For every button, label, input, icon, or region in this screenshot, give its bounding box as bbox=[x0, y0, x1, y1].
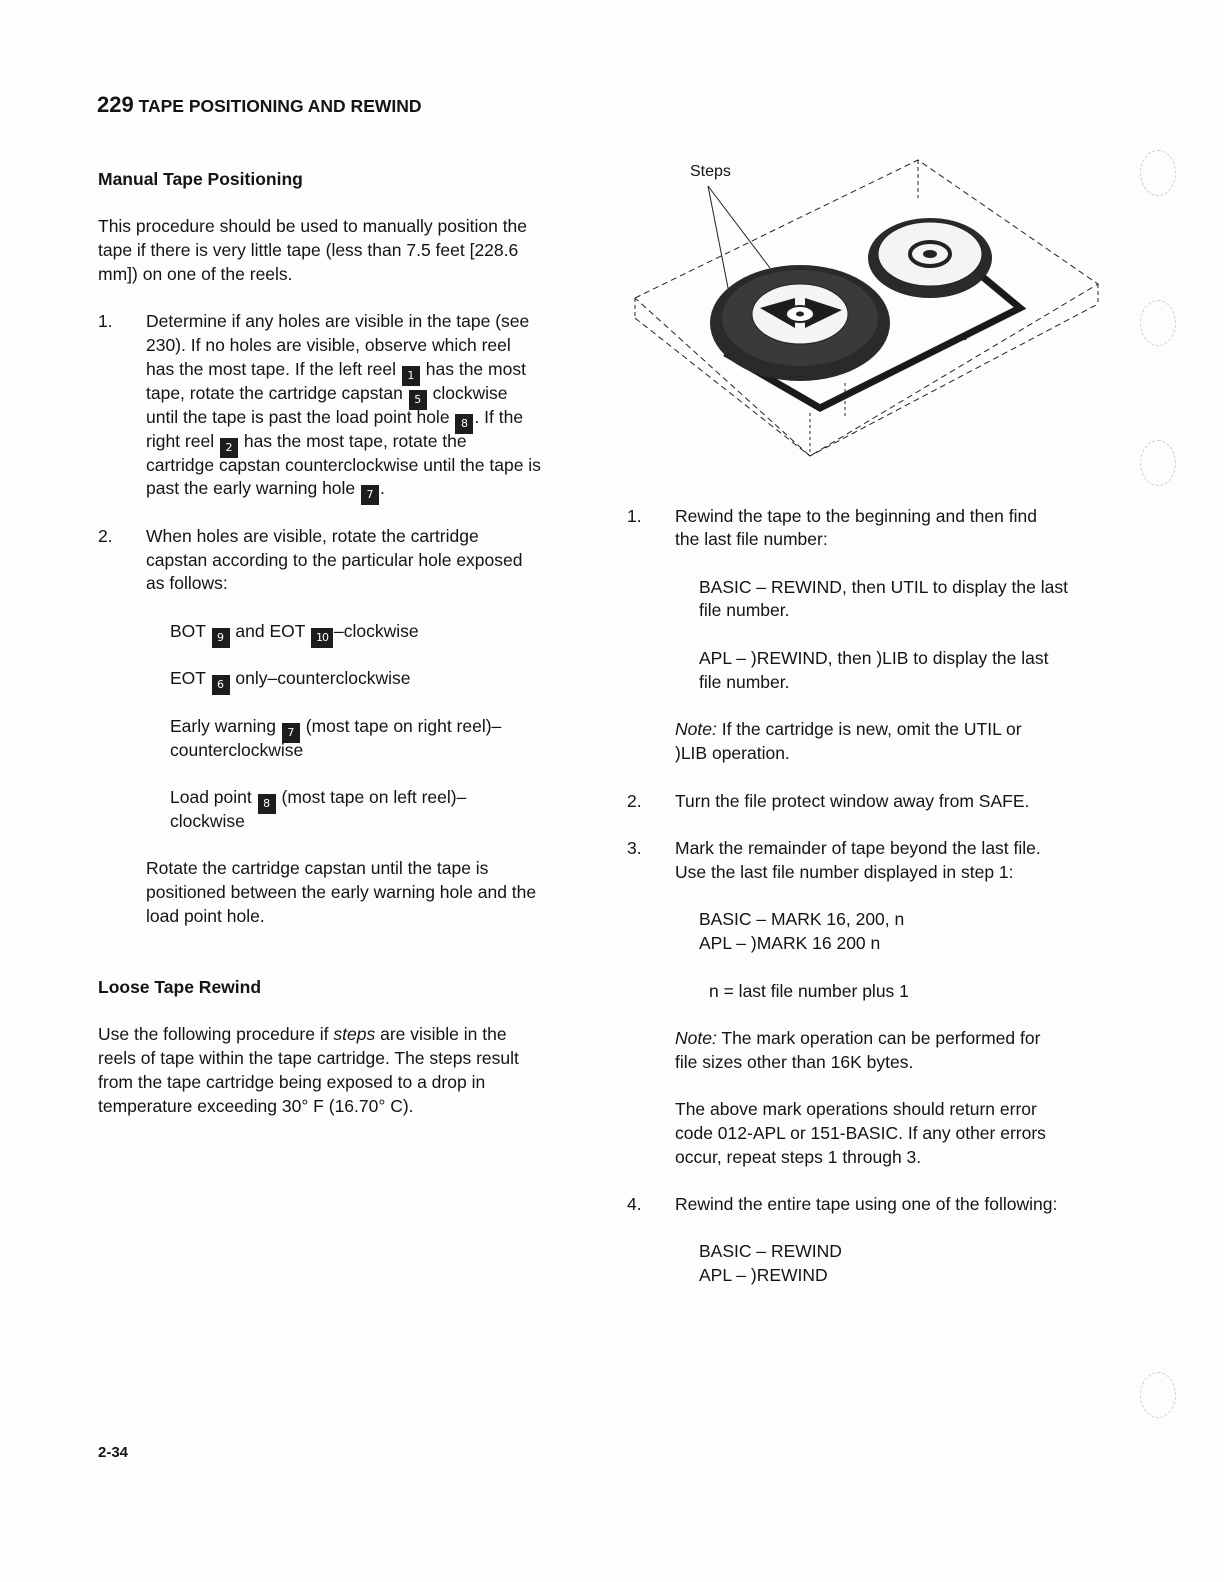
note-label: Note: bbox=[675, 1028, 717, 1048]
text: (most tape on right reel)– bbox=[305, 716, 502, 736]
callout-badge: 8 bbox=[455, 414, 473, 434]
basic-rewind-line: file number. bbox=[699, 600, 790, 620]
manual-positioning-title: Manual Tape Positioning bbox=[98, 169, 303, 189]
text: until the tape is past the load point hole bbox=[146, 407, 450, 427]
case-eot bbox=[170, 667, 411, 695]
basic-rewind-line: BASIC – REWIND, then UTIL to display the last bbox=[699, 577, 1068, 597]
callout-badge: 1 bbox=[402, 366, 420, 386]
callout-badge: 7 bbox=[282, 723, 300, 743]
error-line: code 012-APL or 151-BASIC. If any other errors bbox=[675, 1123, 1046, 1143]
figure-label: Steps bbox=[690, 163, 731, 180]
note1-line: )LIB operation. bbox=[675, 743, 790, 763]
text: only–counterclockwise bbox=[235, 668, 411, 688]
rotate-line: positioned between the early warning hole and the bbox=[146, 882, 537, 902]
step1-line: Determine if any holes are visible in the tape (see bbox=[146, 311, 530, 331]
note-label: Note: bbox=[675, 719, 717, 739]
text: The mark operation can be performed for bbox=[721, 1028, 1041, 1048]
binder-hole-mark bbox=[1140, 150, 1176, 196]
error-line: The above mark operations should return error bbox=[675, 1099, 1037, 1119]
callout-badge: 2 bbox=[220, 438, 238, 458]
intro-line: mm]) on one of the reels. bbox=[98, 264, 293, 284]
binder-hole-mark bbox=[1140, 1372, 1176, 1418]
step-number: 1. bbox=[627, 506, 642, 526]
text: If the cartridge is new, omit the UTIL or bbox=[721, 719, 1022, 739]
right-step1-line: Rewind the tape to the beginning and then find bbox=[675, 506, 1037, 526]
case-early-warning: counterclockwise bbox=[170, 740, 304, 760]
text: clockwise bbox=[432, 383, 508, 403]
section-title: TAPE POSITIONING AND REWIND bbox=[138, 96, 422, 116]
binder-hole-mark bbox=[1140, 300, 1176, 346]
step-number: 3. bbox=[627, 838, 642, 858]
text: steps bbox=[333, 1024, 376, 1044]
text: has the most tape. If the left reel bbox=[146, 359, 396, 379]
page-heading bbox=[97, 92, 422, 118]
note1-line bbox=[675, 718, 1022, 742]
intro-line: tape if there is very little tape (less than 7.5 feet [228.6 bbox=[98, 240, 519, 260]
step2-line: capstan according to the particular hole exposed bbox=[146, 550, 523, 570]
loose-line: from the tape cartridge being exposed to a drop in bbox=[98, 1072, 486, 1092]
text: . If the bbox=[474, 407, 524, 427]
text: Early warning bbox=[170, 716, 277, 736]
step1-line: cartridge capstan counterclockwise until the tape is bbox=[146, 455, 541, 475]
intro-line: This procedure should be used to manually position the bbox=[98, 216, 528, 236]
step-number: 2. bbox=[627, 791, 642, 811]
step-number: 1. bbox=[98, 311, 113, 331]
rotate-line: Rotate the cartridge capstan until the tape is bbox=[146, 858, 489, 878]
mark-command: BASIC – MARK 16, 200, n bbox=[699, 909, 905, 929]
text: Load point bbox=[170, 787, 252, 807]
final-rewind: APL – )REWIND bbox=[699, 1265, 828, 1285]
text: has the most bbox=[425, 359, 526, 379]
binder-hole-mark bbox=[1140, 440, 1176, 486]
apl-rewind-line: APL – )REWIND, then )LIB to display the last bbox=[699, 648, 1049, 668]
callout-badge: 6 bbox=[212, 675, 230, 695]
loose-rewind-title: Loose Tape Rewind bbox=[98, 977, 262, 997]
cartridge-drawing bbox=[630, 158, 1105, 463]
text: has the most tape, rotate the bbox=[243, 431, 467, 451]
callout-badge: 7 bbox=[361, 485, 379, 505]
step2-line: as follows: bbox=[146, 573, 228, 593]
loose-line: reels of tape within the tape cartridge. The steps result bbox=[98, 1048, 519, 1068]
apl-rewind-line: file number. bbox=[699, 672, 790, 692]
text: right reel bbox=[146, 431, 215, 451]
callout-badge: 8 bbox=[258, 794, 276, 814]
mark-command: APL – )MARK 16 200 n bbox=[699, 933, 881, 953]
right-step2-line: Turn the file protect window away from SAFE. bbox=[675, 791, 1030, 811]
right-step3-line: Use the last file number displayed in step 1: bbox=[675, 862, 1014, 882]
text: –clockwise bbox=[334, 621, 419, 641]
step1-line bbox=[146, 477, 385, 505]
step2-line: When holes are visible, rotate the cartridge bbox=[146, 526, 479, 546]
note2-line bbox=[675, 1027, 1040, 1051]
text: EOT bbox=[170, 668, 206, 688]
case-bot bbox=[170, 620, 419, 648]
n-definition: n = last file number plus 1 bbox=[709, 981, 909, 1001]
text: and EOT bbox=[235, 621, 306, 641]
text: Use the following procedure if bbox=[98, 1024, 329, 1044]
step-number: 2. bbox=[98, 526, 113, 546]
case-load-point: clockwise bbox=[170, 811, 245, 831]
page-number: 2-34 bbox=[98, 1444, 129, 1461]
text: . bbox=[380, 478, 385, 498]
text: BOT bbox=[170, 621, 206, 641]
right-step3-line: Mark the remainder of tape beyond the last file. bbox=[675, 838, 1041, 858]
text: past the early warning hole bbox=[146, 478, 356, 498]
error-line: occur, repeat steps 1 through 3. bbox=[675, 1147, 922, 1167]
step-number: 4. bbox=[627, 1194, 642, 1214]
final-rewind: BASIC – REWIND bbox=[699, 1241, 842, 1261]
loose-line bbox=[98, 1023, 507, 1047]
note2-line: file sizes other than 16K bytes. bbox=[675, 1052, 914, 1072]
tape-cartridge-figure bbox=[630, 158, 1105, 463]
section-number: 229 bbox=[97, 92, 134, 117]
callout-badge: 9 bbox=[212, 628, 230, 648]
text: tape, rotate the cartridge capstan bbox=[146, 383, 403, 403]
callout-badge: 10 bbox=[311, 628, 333, 648]
right-step4-line: Rewind the entire tape using one of the following: bbox=[675, 1194, 1058, 1214]
step1-line: 230). If no holes are visible, observe which reel bbox=[146, 335, 511, 355]
right-step1-line: the last file number: bbox=[675, 529, 828, 549]
rotate-line: load point hole. bbox=[146, 906, 265, 926]
callout-badge: 5 bbox=[409, 390, 427, 410]
loose-line: temperature exceeding 30° F (16.70° C). bbox=[98, 1096, 414, 1116]
text: (most tape on left reel)– bbox=[281, 787, 467, 807]
text: are visible in the bbox=[380, 1024, 507, 1044]
